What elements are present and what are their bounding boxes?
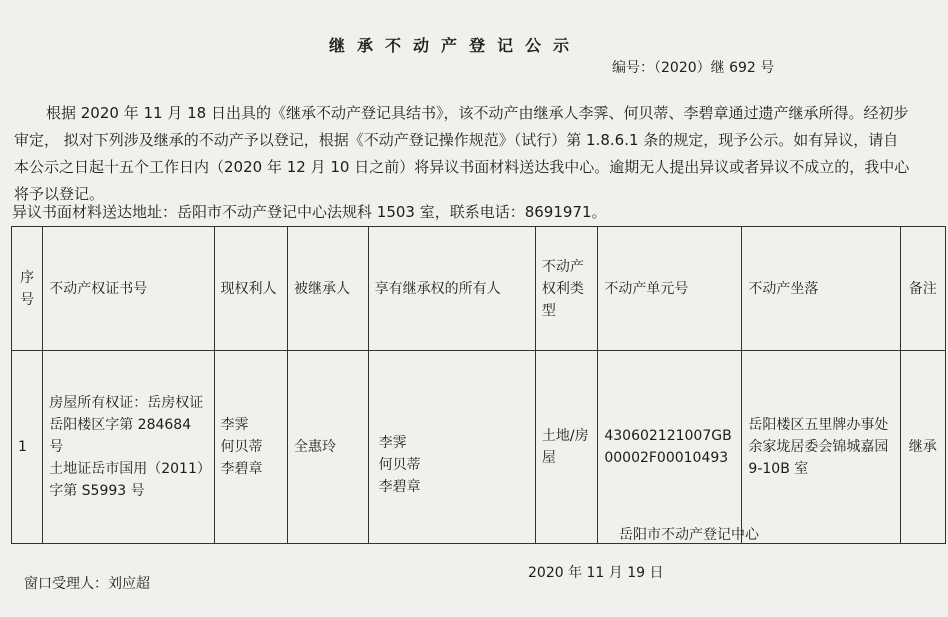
current-holder-name: 何贝蒂 — [220, 439, 263, 455]
heir-name: 何贝蒂 — [378, 457, 421, 473]
cell-unit-no: 430602121007GB00002F00010493 — [598, 351, 742, 544]
header-current-holder: 现权利人 — [214, 227, 288, 351]
cert-house-line: 房屋所有权证：岳房权证岳阳楼区字第 284684 号 — [49, 395, 204, 455]
cell-right-type: 土地/房屋 — [535, 351, 597, 544]
cell-heirs — [368, 351, 535, 544]
cell-seq: 1 — [12, 351, 43, 544]
header-location: 不动产坐落 — [742, 227, 900, 351]
notice-title: 继承不动产登记公示 — [328, 36, 581, 55]
header-right-type: 不动产权利类型 — [535, 227, 597, 351]
header-unit-no: 不动产单元号 — [598, 227, 742, 351]
header-cert-no: 不动产权证书号 — [43, 227, 214, 351]
window-agent: 窗口受理人：刘应超 — [24, 576, 150, 592]
current-holder-name: 李碧章 — [220, 461, 263, 477]
cell-deceased: 全惠玲 — [288, 351, 369, 544]
header-heirs: 享有继承权的所有人 — [368, 227, 535, 351]
header-seq: 序号 — [12, 227, 43, 351]
cell-cert-no — [43, 351, 214, 544]
objection-address: 异议书面材料送达地址：岳阳市不动产登记中心法规科 1503 室，联系电话：8691971。 — [12, 203, 607, 221]
heir-name: 李碧章 — [378, 479, 421, 495]
cell-remark: 继承 — [900, 351, 945, 544]
current-holder-name: 李霁 — [220, 417, 249, 433]
table-header-row — [12, 227, 946, 351]
notice-body-paragraph: 根据 2020 年 11 月 18 日出具的《继承不动产登记具结书》，该不动产由继承人李霁、何贝蒂、李碧章通过遗产继承所得。经初步审定， 拟对下列涉及继承的不动产予以登记，根据《不动产登记操作规范》（试行）第 1.8.6.1 条的规定，现予公示。如有异议，请自本公示之日起十五个工作日内（2020 年 12 月 10 日之前）将异议书面材料送达我中心。逾期无人提出异议或者异议不成立的，我中心将予以登记。 — [14, 104, 910, 203]
cell-current-holders — [214, 351, 288, 544]
document-number: 编号：（2020）继 692 号 — [612, 60, 775, 76]
header-deceased: 被继承人 — [288, 227, 369, 351]
cert-land-line: 土地证岳市国用（2011）字第 S5993 号 — [49, 461, 204, 499]
cell-location: 岳阳楼区五里牌办事处余家垅居委会锦城嘉园 9-10B 室 — [742, 351, 900, 544]
heir-name: 李霁 — [378, 435, 407, 451]
issue-date: 2020 年 11 月 19 日 — [528, 565, 664, 581]
issuer: 岳阳市不动产登记中心 — [619, 527, 759, 543]
property-table — [11, 226, 946, 544]
header-remark: 备注 — [900, 227, 945, 351]
table-row — [12, 351, 946, 544]
